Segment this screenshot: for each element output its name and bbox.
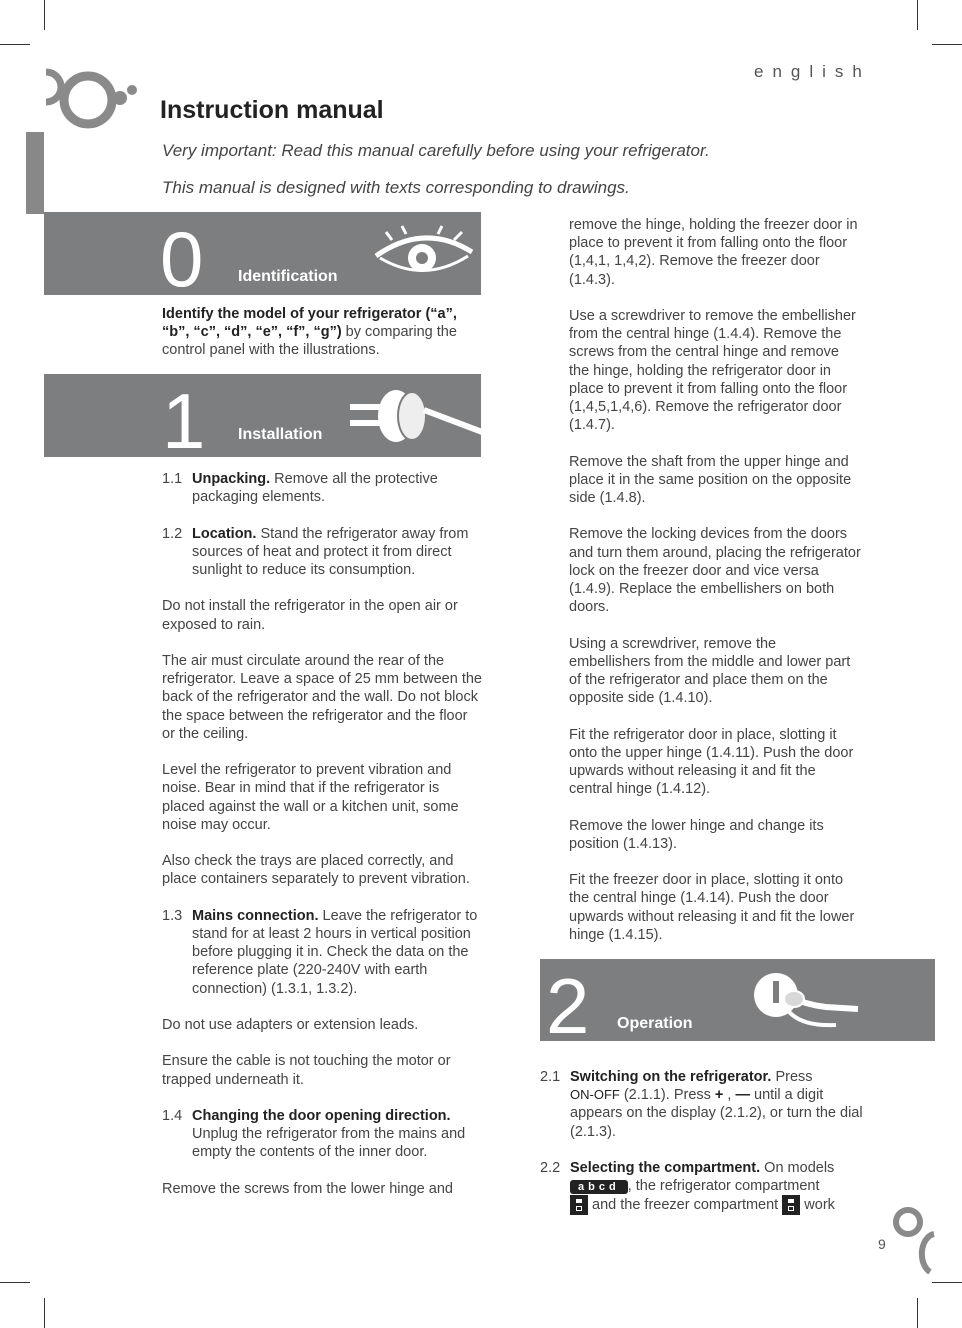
item-title: Selecting the compartment. — [570, 1160, 761, 1176]
brand-logo-icon — [890, 1204, 940, 1274]
paragraph: Also check the trays are placed correctly, and place containers separately to prevent vibration. — [162, 853, 470, 888]
item-text: On models — [760, 1160, 835, 1176]
item-text: Press — [771, 1069, 813, 1085]
paragraph: Ensure the cable is not touching the motor or trapped underneath it. — [162, 1053, 451, 1088]
identification-text — [162, 305, 477, 378]
crop-mark — [0, 1282, 30, 1283]
paragraph: Remove the screws from the lower hinge and — [162, 1180, 453, 1197]
crop-mark — [932, 1282, 962, 1283]
refrigerator-compartment-icon — [570, 1195, 588, 1215]
models-badge: abcd — [570, 1180, 628, 1194]
page-number: 9 — [878, 1236, 886, 1252]
item-text: (2.1.1). Press — [619, 1087, 711, 1104]
right-column — [569, 216, 861, 962]
installation-column — [162, 470, 484, 1216]
eye-icon — [372, 222, 476, 284]
paragraph: Fit the freezer door in place, slotting it onto the central hinge (1.4.14). Push the door upwards without releasing it and fit the lower hinge (1.4.15). — [569, 872, 855, 943]
item-text: , the refrigerator compartment — [627, 1178, 820, 1195]
paragraph: Fit the refrigerator door in place, slotting it onto the upper hinge (1.4.11). Push the door upwards without releasing it and fit the central hinge (1.4.12). — [569, 726, 854, 798]
paragraph: Do not use adapters or extension leads. — [162, 1016, 419, 1033]
item-number: 1.4 — [162, 1107, 183, 1124]
item-number: 1.3 — [162, 907, 183, 924]
plug-icon — [350, 380, 482, 452]
brand-logo-icon — [40, 62, 140, 138]
paragraph: Remove the lower hinge and change its position (1.4.13). — [569, 817, 824, 852]
section-identification-header — [44, 212, 481, 303]
item-number: 1.2 — [162, 525, 183, 542]
item-text: Unplug the refrigerator from the mains and empty the contents of the inner door. — [192, 1126, 466, 1161]
crop-mark — [44, 0, 45, 30]
paragraph: Level the refrigerator to prevent vibration and noise. Bear in mind that if the refrigerator is placed against the wall or a kitchen unit, some noise may occur. — [162, 762, 459, 833]
identification-rest: by comparing the control panel with the illustrations. — [162, 324, 457, 359]
edge-bar — [26, 132, 44, 214]
item-number: 2.1 — [540, 1069, 561, 1085]
item-title: Unpacking. — [192, 471, 271, 487]
crop-mark — [917, 0, 918, 30]
item-1-2 — [162, 525, 484, 580]
item-text: work — [800, 1197, 835, 1214]
paragraph: Remove the locking devices from the doors and turn them around, placing the refrigerator lock on the freezer door and vice versa (1.4.9). Replace the embellishers on both doors. — [569, 526, 861, 616]
section-number: 2 — [546, 962, 590, 1050]
item-text: Remove all the protective packaging elements. — [192, 471, 438, 506]
item-1-3 — [162, 907, 484, 998]
item-text: until a digit appears on the display (2.1.2), or turn the dial (2.1.3). — [570, 1087, 863, 1140]
crop-mark — [932, 44, 962, 45]
item-title: Switching on the refrigerator. — [570, 1069, 772, 1085]
plus-icon: + — [714, 1087, 724, 1104]
freezer-compartment-icon — [782, 1195, 800, 1215]
item-2-1 — [540, 1068, 865, 1141]
crop-mark — [917, 1298, 918, 1328]
item-title: Changing the door opening direction. — [192, 1107, 451, 1124]
identification-bold: Identify the model of your refrigerator (“a”, “b”, “c”, “d”, “e”, “f”, “g”) — [162, 306, 457, 341]
item-text: Leave the refrigerator to stand for at least 2 hours in vertical position before plugging it in. Check the data on the reference plate (220-240V with earth connection) (1.3.1, 1.3.2). — [192, 907, 478, 997]
paragraph: Using a screwdriver, remove the embellishers from the middle and lower part of the refrigerator and place them on the opposite side (1.4.10). — [569, 635, 851, 707]
minus-icon: — — [735, 1087, 750, 1104]
operation-column — [540, 1068, 865, 1234]
section-label: Operation — [617, 1015, 693, 1032]
item-2-2 — [540, 1159, 865, 1215]
item-title: Mains connection. — [192, 907, 319, 924]
item-text: , — [723, 1087, 732, 1104]
item-text: and the freezer compartment — [588, 1197, 779, 1214]
paragraph: Do not install the refrigerator in the open air or exposed to rain. — [162, 598, 458, 633]
intro-important: Very important: Read this manual carefully before using your refrigerator. — [162, 141, 710, 160]
item-text: Stand the refrigerator away from sources of heat and protect it from direct sunlight to reduce its consumption. — [192, 525, 469, 578]
section-label: Identification — [238, 268, 338, 285]
item-title: Location. — [192, 525, 257, 542]
intro-drawings: This manual is designed with texts corresponding to drawings. — [162, 178, 630, 197]
paragraph: remove the hinge, holding the freezer door in place to prevent it from falling onto the floor (1,4,1, 1,4,2). Remove the freezer door (1.4.3). — [569, 217, 858, 288]
section-installation-header — [44, 374, 481, 465]
page-title: Instruction manual — [160, 96, 384, 124]
section-number: 1 — [162, 377, 206, 465]
power-button-finger-icon — [746, 965, 862, 1039]
paragraph: The air must circulate around the rear of the refrigerator. Leave a space of 25 mm between the back of the refrigerator and the wall. Do not block the space between the refrigerator and the floor or the ceiling. — [162, 652, 482, 742]
language-label: english — [754, 62, 871, 81]
item-1-1 — [162, 470, 484, 506]
section-label: Installation — [238, 426, 323, 443]
item-1-4 — [162, 1107, 484, 1162]
item-number: 2.2 — [540, 1160, 561, 1176]
paragraph: Remove the shaft from the upper hinge and place it in the same position on the opposite side (1.4.8). — [569, 453, 852, 507]
item-number: 1.1 — [162, 471, 183, 487]
crop-mark — [0, 44, 30, 45]
paragraph: Use a screwdriver to remove the embellisher from the central hinge (1.4.4). Remove the screws from the central hinge and remove the hinge, holding the refrigerator door in place to prevent it from falling onto the floor (1,4,5,1,4,6). Remove the refrigerator door (1.4.7). — [569, 308, 856, 434]
crop-mark — [44, 1298, 45, 1328]
section-number: 0 — [160, 215, 204, 303]
on-off-key-label: ON-OFF — [570, 1087, 620, 1103]
section-operation-header — [540, 959, 935, 1050]
